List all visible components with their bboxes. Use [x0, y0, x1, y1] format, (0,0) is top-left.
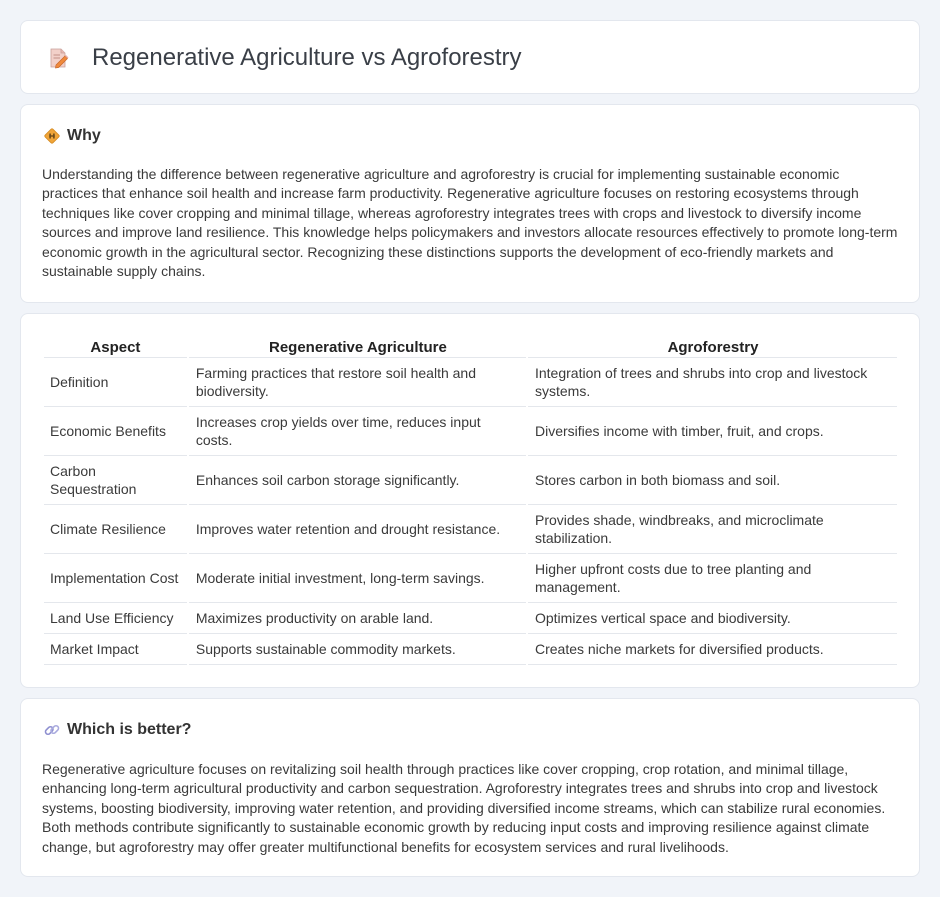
cell-aspect: Climate Resilience	[44, 505, 187, 554]
cell-aspect: Implementation Cost	[44, 554, 187, 603]
cell-aspect: Land Use Efficiency	[44, 603, 187, 634]
cell-agroforestry: Stores carbon in both biomass and soil.	[528, 456, 897, 505]
comparison-table	[42, 336, 899, 665]
why-heading: Why	[67, 127, 101, 144]
cell-agroforestry: Creates niche markets for diversified products.	[528, 634, 897, 665]
why-paragraph: Understanding the difference between regenerative agriculture and agroforestry is crucial for implementing sustainable economic practices that enhance soil health and increase farm productivity. Regenerative agriculture focuses on restoring ecosystems through techniques like cover cropping and minimal tillage, whereas agroforestry integrates trees with crops and livestock to diversify income sources and improve land resilience. This knowledge helps policymakers and investors allocate resources effectively to promote long-term economic growth in the agricultural sector. Recognizing these distinctions supports the development of eco-friendly markets and sustainable supply chains.	[42, 166, 898, 280]
cell-agroforestry: Diversifies income with timber, fruit, and crops.	[528, 407, 897, 456]
table-row	[44, 358, 897, 407]
cell-aspect: Definition	[44, 358, 187, 407]
better-paragraph: Regenerative agriculture focuses on revitalizing soil health through practices like cover cropping, crop rotation, and minimal tillage, enhancing long-term agricultural productivity and carbon sequestration. Agroforestry integrates trees and shrubs into crop and livestock systems, boosting biodiversity, improving water retention, and providing diversified income streams, which can stabilize rural economies. Both methods contribute significantly to sustainable economic growth by reducing input costs and improving resilience against climate change, but agroforestry may offer greater multifunctional benefits for ecosystem services and rural livelihoods.	[42, 761, 886, 855]
why-heading-row	[43, 126, 101, 146]
cell-aspect: Carbon Sequestration	[44, 456, 187, 505]
cell-agroforestry: Higher upfront costs due to tree planting and management.	[528, 554, 897, 603]
cell-agroforestry: Provides shade, windbreaks, and microclimate stabilization.	[528, 505, 897, 554]
table-row	[44, 603, 897, 634]
better-heading: Which is better?	[67, 721, 192, 738]
header-aspect: Aspect	[44, 336, 187, 358]
table-row	[44, 554, 897, 603]
better-heading-row	[43, 720, 191, 740]
cell-regenerative: Increases crop yields over time, reduces input costs.	[189, 407, 526, 456]
cell-aspect: Economic Benefits	[44, 407, 187, 456]
table-header-row	[44, 336, 897, 358]
cell-regenerative: Improves water retention and drought resistance.	[189, 505, 526, 554]
cell-aspect: Market Impact	[44, 634, 187, 665]
cell-regenerative: Supports sustainable commodity markets.	[189, 634, 526, 665]
title-card	[20, 20, 920, 94]
header-agroforestry: Agroforestry	[528, 336, 897, 358]
page-title: Regenerative Agriculture vs Agroforestry	[92, 44, 522, 71]
table-row	[44, 456, 897, 505]
cell-agroforestry: Integration of trees and shrubs into crop and livestock systems.	[528, 358, 897, 407]
cell-regenerative: Enhances soil carbon storage significantly.	[189, 456, 526, 505]
which-is-better-section	[20, 698, 920, 877]
table-row	[44, 634, 897, 665]
link-icon	[43, 721, 61, 739]
cell-regenerative: Maximizes productivity on arable land.	[189, 603, 526, 634]
document-pencil-icon	[47, 47, 69, 69]
header-regenerative: Regenerative Agriculture	[189, 336, 526, 358]
table-row	[44, 407, 897, 456]
table-row	[44, 505, 897, 554]
comparison-table-card	[20, 313, 920, 688]
cell-regenerative: Moderate initial investment, long-term savings.	[189, 554, 526, 603]
cell-regenerative: Farming practices that restore soil health and biodiversity.	[189, 358, 526, 407]
diamond-sign-icon	[43, 127, 61, 145]
cell-agroforestry: Optimizes vertical space and biodiversity.	[528, 603, 897, 634]
why-section	[20, 104, 920, 303]
